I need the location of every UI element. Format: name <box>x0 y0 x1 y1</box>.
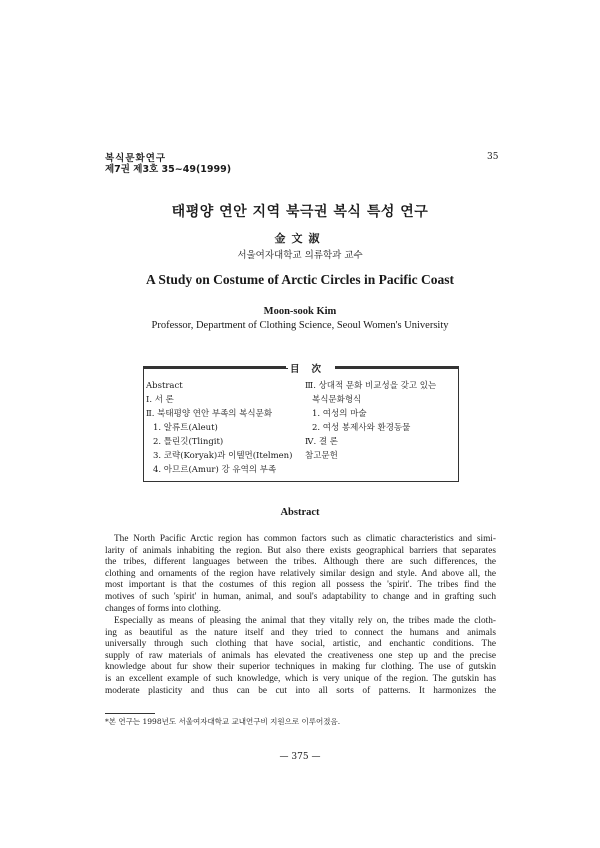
text-line: changes of forms into clothing. <box>105 603 221 614</box>
toc-item: 1. 알류트(Aleut) <box>153 423 218 433</box>
text-line: clothing and ornaments of the region have relatively similar design and style. And above all, the <box>105 568 496 579</box>
text-line: most important is that the costumes of this region all possess the 'spirit'. The tribes find the <box>105 580 496 591</box>
title-english: A Study on Costume of Arctic Circles in Pacific Coast <box>145 272 455 287</box>
text-line: The North Pacific Arctic region has common factors such as climatic characteristics and simi- <box>114 534 496 544</box>
toc-item: Abstract <box>146 381 183 391</box>
toc-item: Ⅰ. 서 론 <box>146 395 174 405</box>
text-line: knowledge about fur show their superior techniques in making fur clothing. The use of gutskin <box>105 662 496 673</box>
toc-item: Ⅱ. 북태평양 연안 부족의 복식문화 <box>146 409 273 419</box>
toc-right-column <box>305 379 436 463</box>
text-line: moderate plasticity and thus can be cut into all sorts of patterns. It harmonizes the <box>105 685 496 696</box>
footnote-rule <box>105 713 155 714</box>
page-number-top: 35 <box>487 152 499 162</box>
text-line: motives of such 'spirit' in human, animal, and soul's adaptability to change and in grafting such <box>105 591 496 602</box>
title-korean: 태평양 연안 지역 북극권 복식 특성 연구 <box>171 204 429 220</box>
text-line: ing as beautiful as the nature itself and they tried to connect the humans and animals <box>105 627 496 638</box>
author-korean: 金文淑 <box>274 232 326 245</box>
affiliation-korean: 서울여자대학교 의류학과 교수 <box>237 250 363 261</box>
abstract-paragraph-2 <box>105 616 496 697</box>
toc-item: 4. 아므르(Amur) 강 유역의 부족 <box>153 465 277 475</box>
author-english: Moon-sook Kim <box>263 306 337 317</box>
abstract-paragraph-1 <box>105 534 496 615</box>
text-line: supply of raw materials of animals has elevated the creativeness one step up and the precise <box>105 650 496 661</box>
affiliation-english: Professor, Department of Clothing Science, Seoul Women's University <box>151 320 449 331</box>
text-line: is an excellent example of such knowledge, which is very unique of the region. The gutskin has <box>105 673 496 684</box>
page-number-bottom: — 375 — <box>279 752 321 762</box>
toc-item: 3. 코략(Koryak)과 이텔먼(Itelmen) <box>153 451 293 461</box>
toc-item: 1. 여성의 마술 <box>312 409 367 419</box>
toc-item: 참고문헌 <box>305 451 338 461</box>
text-line: universally through such clothing that have social, artistic, and enchantic conditions. The <box>105 639 496 650</box>
toc-item: Ⅳ. 결 론 <box>305 437 339 447</box>
text-line: Especially as means of pleasing the animal that they vitally rely on, the tribes made the cloth- <box>114 616 496 626</box>
text-line: larity of animals inhabiting the region. But also there exists geographical barriers that separates <box>105 545 496 556</box>
footnote: *본 연구는 1998년도 서울여자대학교 교내연구비 지원으로 이루어졌음. <box>105 717 341 726</box>
toc-item: 복식문화형식 <box>312 395 362 405</box>
journal-name: 복식문화연구 <box>105 153 167 164</box>
abstract-heading: Abstract <box>280 507 320 518</box>
toc-item: 2. 여성 봉제사와 환경동물 <box>312 423 411 433</box>
journal-issue: 제7권 제3호 35~49(1999) <box>105 164 232 175</box>
text-line: the tribes, different languages between the tribes. Although there are such differences, the <box>105 557 496 568</box>
toc-left-column <box>146 379 292 477</box>
toc-rule-left <box>143 366 286 368</box>
toc-heading: 目次 <box>288 361 335 375</box>
toc-item: 2. 틀린깃(Tlingit) <box>153 437 224 447</box>
toc-item: Ⅲ. 상대적 문화 비교성을 갖고 있는 <box>305 381 437 391</box>
toc-rule-right <box>325 366 459 368</box>
